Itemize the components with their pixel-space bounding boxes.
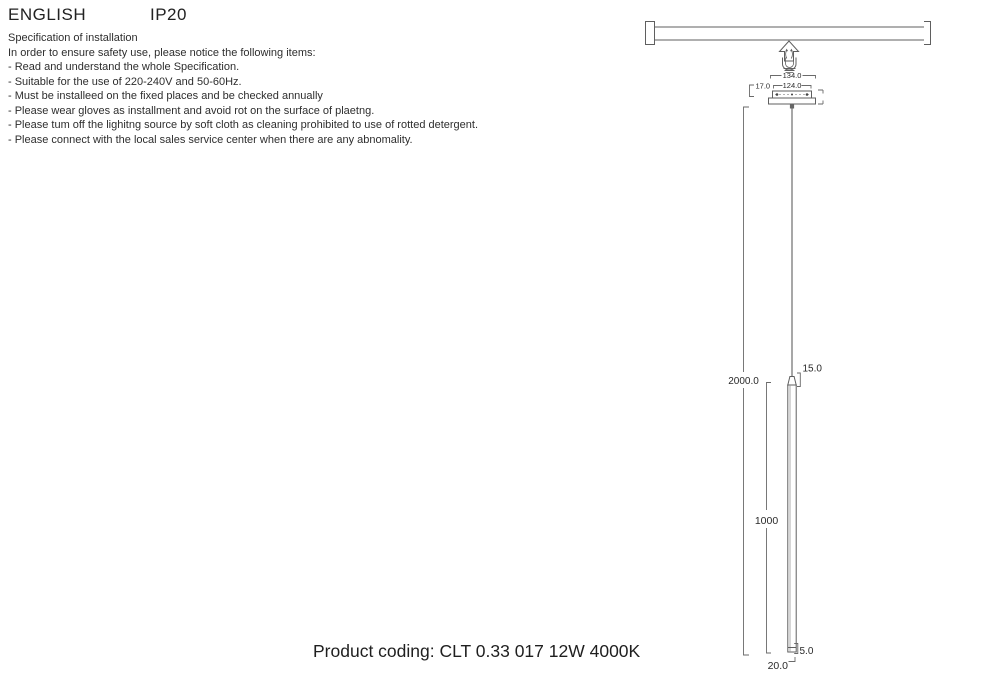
spec-intro: In order to ensure safety use, please notice the following items:	[8, 46, 316, 59]
dim-top-cap-label: 15.0	[802, 363, 822, 375]
product-coding: Product coding: CLT 0.33 017 12W 4000K	[313, 641, 641, 661]
spec-item: - Read and understand the whole Specification.	[8, 61, 240, 74]
spec-item: - Suitable for the use of 220-240V and 50-60Hz.	[8, 75, 242, 88]
dim-canopy-height-label: 17.0	[755, 81, 771, 91]
dim-bottom-cap-label: 5.0	[799, 646, 814, 657]
canopy	[769, 90, 824, 109]
spec-item: - Please tum off the lighitng source by soft cloth as cleaning prohibited to use of rotted detergent.	[8, 119, 479, 132]
dim-tube-length-label: 1000	[754, 515, 779, 527]
pendant-tube	[788, 377, 796, 653]
dim-top-cap	[797, 373, 800, 387]
spec-item: - Please connect with the local sales service center when there are any abnomality.	[8, 133, 413, 146]
dim-overall-drop-label: 2000.0	[728, 376, 759, 387]
cable-gland	[790, 104, 794, 109]
language-label: ENGLISH	[8, 5, 87, 24]
spec-item: - Must be installeed on the fixed places and be checked annually	[8, 90, 323, 103]
dim-canopy-inner-width-label: 124.0	[782, 81, 802, 91]
spec-item: - Please wear gloves as installment and avoid rot on the surface of plaetng.	[8, 104, 375, 117]
dim-canopy-height	[750, 85, 755, 97]
tube-top-cone	[788, 377, 796, 386]
ip-rating-label: IP20	[150, 5, 187, 24]
ceiling-track	[646, 22, 931, 45]
spec-title: Specification of installation	[8, 32, 138, 44]
dim-canopy-outer-width-label: 134.0	[782, 71, 802, 81]
installation-diagram	[630, 0, 1000, 690]
dim-tube-diameter-label: 20.0	[767, 660, 788, 672]
dim-tube-diameter	[789, 657, 796, 662]
installation-spec-block	[8, 31, 478, 147]
